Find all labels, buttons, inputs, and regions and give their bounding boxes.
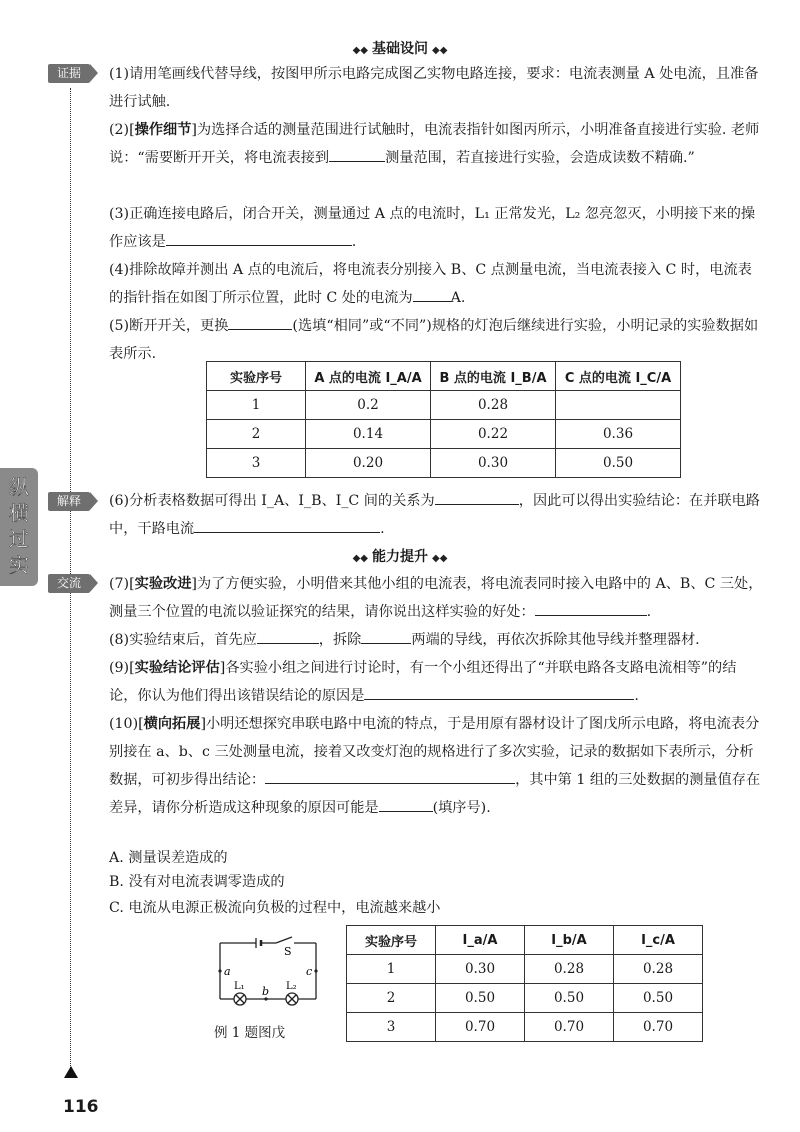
point-b-label: b xyxy=(262,985,270,998)
q4-text-b: A. xyxy=(450,290,466,306)
q8-text-b: ，拆除 xyxy=(318,632,362,648)
side-tab-char: 实 xyxy=(9,553,29,577)
q8-text-a: (8)实验结束后，首先应 xyxy=(109,632,257,648)
side-tab-char: 过 xyxy=(9,527,29,551)
table-cell: 0.30 xyxy=(431,449,556,478)
q10-text-c: (填序号). xyxy=(432,800,491,816)
question-3 xyxy=(109,200,764,256)
table-cell: 0.36 xyxy=(556,420,681,449)
tag-evidence: 证据 xyxy=(48,64,90,83)
q9-blank[interactable] xyxy=(364,683,634,700)
q7-tag: 实验改进 xyxy=(134,576,192,592)
section-heading-basic xyxy=(0,38,800,58)
lamp-l2-label: L₂ xyxy=(286,981,297,992)
ornament-right: ◆◆ xyxy=(432,45,448,56)
point-c-label: c xyxy=(306,965,313,978)
table-row xyxy=(347,955,703,984)
table-cell: 0.28 xyxy=(525,955,614,984)
q7-lead: (7)[ xyxy=(109,576,135,592)
question-7 xyxy=(109,570,764,626)
table-cell: 0.14 xyxy=(306,420,431,449)
side-tab-char: 纵 xyxy=(9,475,29,499)
table-row xyxy=(347,984,703,1013)
q9-text-a: ]各实验小组之间进行讨论时，有一个小组还得出了“并联电路各支路电流相等”的结论，你认为他们得出该错误结论的原因是 xyxy=(109,660,737,704)
table-cell: 0.28 xyxy=(614,955,703,984)
option-a: A. 测量误差造成的 xyxy=(109,850,228,866)
q8-text-c: 两端的导线，再依次拆除其他导线并整理器材. xyxy=(411,632,700,648)
table-cell: 0.30 xyxy=(436,955,525,984)
q4-text-a: (4)排除故障并测出 A 点的电流后，将电流表分别接入 B、C 点测量电流，当电流表接入 C 时，电流表的指针指在如图丁所示位置，此时 C 处的电流为 xyxy=(109,262,752,306)
table-header-cell: B 点的电流 I_B/A xyxy=(431,362,556,391)
q6-text-a: (6)分析表格数据可得出 I_A、I_B、I_C 间的关系为 xyxy=(109,493,435,509)
q6-text-c: . xyxy=(380,521,385,537)
question-1: (1)请用笔画线代替导线，按图甲所示电路完成图乙实物电路连接，要求：电流表测量 A 处电流，且准备进行试触. xyxy=(109,66,759,110)
page-number: 116 xyxy=(63,1097,99,1117)
q7-text-b: . xyxy=(646,604,652,620)
q6-blank-1[interactable] xyxy=(435,488,519,505)
table-header-cell: I_c/A xyxy=(614,926,703,955)
table-cell: 0.70 xyxy=(525,1013,614,1042)
ornament-left: ◆◆ xyxy=(352,45,368,56)
ornament-left: ◆◆ xyxy=(352,553,368,564)
table-row xyxy=(207,420,681,449)
table-cell: 2 xyxy=(347,984,436,1013)
table-cell: 0.70 xyxy=(436,1013,525,1042)
section-title-advanced: 能力提升 xyxy=(372,549,428,565)
q2-tag: 操作细节 xyxy=(134,122,192,138)
table-cell: 0.50 xyxy=(556,449,681,478)
option-c: C. 电流从电源正极流向负极的过程中，电流越来越小 xyxy=(109,900,441,916)
table-header-cell: C 点的电流 I_C/A xyxy=(556,362,681,391)
table-cell: 0.22 xyxy=(431,420,556,449)
table-cell: 0.70 xyxy=(614,1013,703,1042)
q6-text-b: ，因此可以得出实验结论：在并联电路中，干路电流 xyxy=(109,493,760,537)
table-cell: 0.50 xyxy=(525,984,614,1013)
table-cell: 3 xyxy=(347,1013,436,1042)
q2-text-b: 测量范围，若直接进行实验，会造成读数不精确.” xyxy=(385,150,695,166)
section-title-basic: 基础设问 xyxy=(372,41,428,57)
q3-text-b: . xyxy=(351,234,357,250)
q2-blank[interactable] xyxy=(329,145,385,162)
table-header-cell: 实验序号 xyxy=(207,362,306,391)
question-4 xyxy=(109,256,764,312)
table-header-cell: I_b/A xyxy=(525,926,614,955)
q2-text-a: ]为选择合适的测量范围进行试触时，电流表指针如图丙所示，小明准备直接进行实验. 老师说：“需要断开开关，将电流表接到 xyxy=(109,122,760,166)
table-header-row xyxy=(347,926,703,955)
q8-blank-1[interactable] xyxy=(257,627,319,644)
q10-text-a: ]小明还想探究串联电路中电流的特点，于是用原有器材设计了图戊所示电路，将电流表分别接在 a、b、c 三处测量电流，接着又改变灯泡的规格进行了多次实验，记录的数据如下表所示，分析数据，可初步得出结论： xyxy=(109,716,760,788)
q5-blank[interactable] xyxy=(228,313,292,330)
q10-blank-1[interactable] xyxy=(265,767,515,784)
question-10 xyxy=(109,710,764,822)
table-row xyxy=(347,1013,703,1042)
table-cell: 0.50 xyxy=(436,984,525,1013)
table-cell: 0.20 xyxy=(306,449,431,478)
table-header-row xyxy=(207,362,681,391)
table-header-cell: 实验序号 xyxy=(347,926,436,955)
option-b: B. 没有对电流表调零造成的 xyxy=(109,874,285,890)
q9-tag: 实验结论评估 xyxy=(134,660,220,676)
question-5 xyxy=(109,312,764,368)
q7-blank[interactable] xyxy=(535,599,647,616)
q10-tag: 横向拓展 xyxy=(143,716,201,732)
question-9 xyxy=(109,654,764,710)
switch-label: S xyxy=(284,945,292,958)
data-table-parallel xyxy=(206,361,681,478)
q2-lead: (2)[ xyxy=(109,122,135,138)
table-cell-empty[interactable] xyxy=(556,391,681,420)
data-table-series xyxy=(346,925,703,1042)
q7-text-a: ]为了方便实验，小明借来其他小组的电流表，将电流表同时接入电路中的 A、B、C 三处，测量三个位置的电流以验证探究的结果，请你说出这样实验的好处： xyxy=(109,576,763,620)
ornament-right: ◆◆ xyxy=(432,553,448,564)
q5-text-a: (5)断开开关，更换 xyxy=(109,318,229,334)
q10-lead: (10)[ xyxy=(109,716,144,732)
table-row xyxy=(207,391,681,420)
question-2 xyxy=(109,116,764,172)
question-8 xyxy=(109,626,764,654)
q3-blank[interactable] xyxy=(166,229,352,246)
table-cell: 2 xyxy=(207,420,306,449)
q10-blank-2[interactable] xyxy=(379,795,433,812)
side-tab xyxy=(0,468,38,586)
table-cell: 0.50 xyxy=(614,984,703,1013)
q10-text-b: ，其中第 1 组的三处数据的测量值存在差异，请你分析造成这种现象的原因可能是 xyxy=(109,772,761,816)
q5-text-b: (选填“相同”或“不同”)规格的灯泡后继续进行实验，小明记录的实验数据如表所示. xyxy=(109,318,759,362)
table-cell: 0.28 xyxy=(431,391,556,420)
series-circuit-diagram xyxy=(212,935,324,1027)
table-cell: 1 xyxy=(347,955,436,984)
table-cell: 1 xyxy=(207,391,306,420)
table-row xyxy=(207,449,681,478)
q9-lead: (9)[ xyxy=(109,660,135,676)
question-6 xyxy=(109,487,764,543)
table-header-cell: I_a/A xyxy=(436,926,525,955)
q8-blank-2[interactable] xyxy=(361,627,411,644)
side-tab-char: 横 xyxy=(9,501,29,525)
table-cell: 3 xyxy=(207,449,306,478)
q6-blank-2[interactable] xyxy=(194,516,380,533)
lamp-l1-label: L₁ xyxy=(234,981,245,992)
table-header-cell: A 点的电流 I_A/A xyxy=(306,362,431,391)
circuit-caption: 例 1 题图戊 xyxy=(214,1025,286,1041)
q4-blank[interactable] xyxy=(413,285,451,302)
margin-arrow-icon xyxy=(64,1066,78,1078)
q3-text-a: (3)正确连接电路后，闭合开关，测量通过 A 点的电流时，L₁ 正常发光，L₂ 忽亮忽灭，小明接下来的操作应该是 xyxy=(109,206,756,250)
section-heading-advanced xyxy=(0,546,800,566)
tag-explain: 解释 xyxy=(48,492,90,511)
q9-text-b: . xyxy=(634,688,639,704)
point-a-label: a xyxy=(224,965,231,978)
table-cell: 0.2 xyxy=(306,391,431,420)
tag-exchange: 交流 xyxy=(48,574,90,593)
